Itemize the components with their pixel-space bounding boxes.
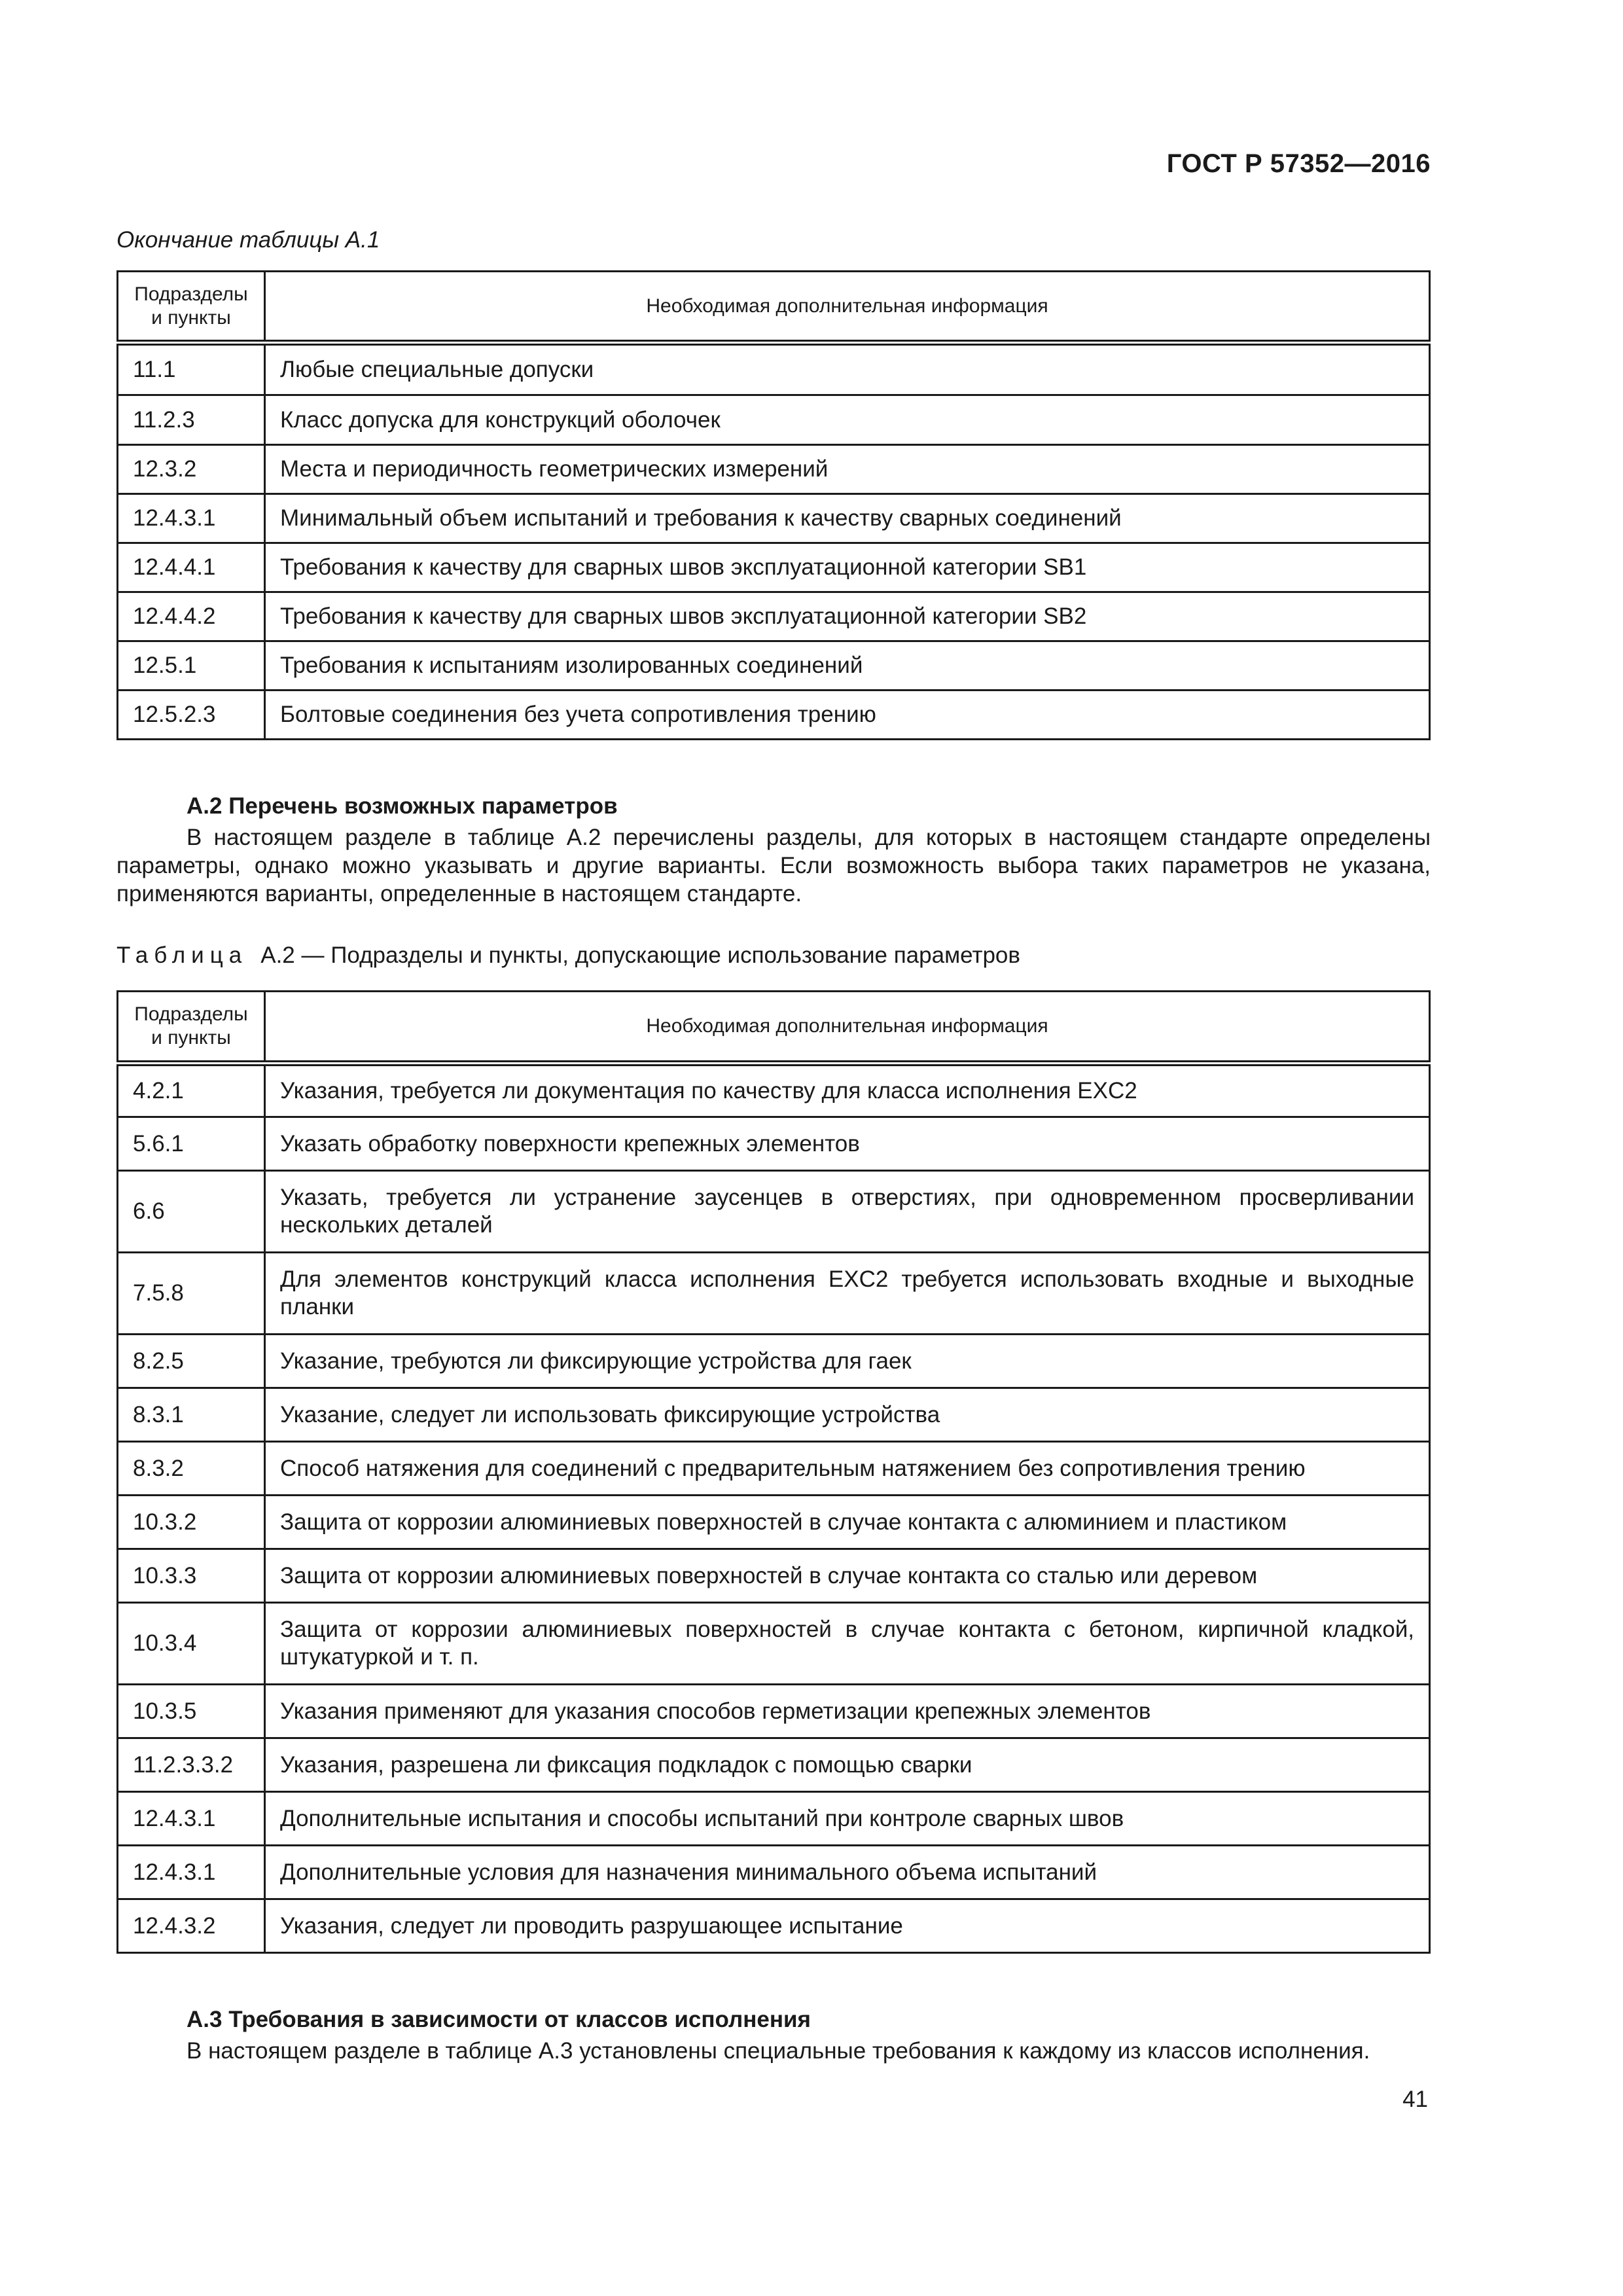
table-row [118, 1442, 1430, 1496]
table-row [118, 592, 1430, 641]
clause-info: Минимальный объем испытаний и требования к качеству сварных соединений [265, 494, 1430, 543]
clause-number: 10.3.3 [118, 1549, 265, 1603]
table-row [118, 1549, 1430, 1603]
clause-number: 8.3.2 [118, 1442, 265, 1496]
clause-number: 12.4.3.1 [118, 1846, 265, 1899]
clause-info: Указание, следует ли использовать фиксирующие устройства [265, 1388, 1430, 1442]
clause-info: Класс допуска для конструкций оболочек [265, 395, 1430, 445]
clause-info: Указания, разрешена ли фиксация подкладок с помощью сварки [265, 1738, 1430, 1792]
clause-info: Указать, требуется ли устранение заусенцев в отверстиях, при одновременном просверливании нескольких деталей [265, 1171, 1430, 1253]
clause-info: Дополнительные условия для назначения минимального объема испытаний [265, 1846, 1430, 1899]
table-row [118, 1738, 1430, 1792]
clause-number: 5.6.1 [118, 1117, 265, 1171]
clause-info: Требования к качеству для сварных швов эксплуатационной категории SB1 [265, 543, 1430, 592]
clause-number: 12.3.2 [118, 445, 265, 494]
table-row [118, 1253, 1430, 1335]
clause-info: Требования к испытаниям изолированных соединений [265, 641, 1430, 691]
clause-number: 7.5.8 [118, 1253, 265, 1335]
clause-number: 12.5.1 [118, 641, 265, 691]
clause-info: Указания применяют для указания способов герметизации крепежных элементов [265, 1685, 1430, 1738]
column-header-info: Необходимая дополнительная информация [265, 272, 1430, 343]
clause-number: 4.2.1 [118, 1064, 265, 1117]
table-header-row [118, 272, 1430, 343]
table-a1 [116, 270, 1431, 740]
column-header-sections: Подразделы и пункты [118, 992, 265, 1064]
page-number: 41 [1402, 2087, 1428, 2112]
table-row [118, 1792, 1430, 1846]
table-row [118, 1899, 1430, 1953]
section-a2-title: А.2 Перечень возможных параметров [187, 793, 618, 819]
section-a3-title: А.3 Требования в зависимости от классов исполнения [187, 2007, 811, 2032]
clause-info: Дополнительные испытания и способы испытаний при контроле сварных швов [265, 1792, 1430, 1846]
clause-number: 11.1 [118, 343, 265, 395]
clause-info: Защита от коррозии алюминиевых поверхностей в случае контакта с алюминием и пластиком [265, 1496, 1430, 1549]
clause-number: 10.3.2 [118, 1496, 265, 1549]
clause-number: 12.4.4.2 [118, 592, 265, 641]
clause-info: Указать обработку поверхности крепежных элементов [265, 1117, 1430, 1171]
clause-number: 10.3.5 [118, 1685, 265, 1738]
clause-info: Места и периодичность геометрических измерений [265, 445, 1430, 494]
clause-info: Указания, следует ли проводить разрушающее испытание [265, 1899, 1430, 1953]
clause-number: 11.2.3 [118, 395, 265, 445]
table-row [118, 1603, 1430, 1685]
table-row [118, 641, 1430, 691]
table-row [118, 445, 1430, 494]
table-row [118, 1335, 1430, 1388]
clause-info: Защита от коррозии алюминиевых поверхностей в случае контакта со сталью или деревом [265, 1549, 1430, 1603]
table-a2-caption [116, 942, 1020, 969]
table-a2 [116, 990, 1431, 1954]
table-caption-label: Таблица [116, 942, 248, 968]
clause-number: 12.4.3.2 [118, 1899, 265, 1953]
clause-info: Требования к качеству для сварных швов эксплуатационной категории SB2 [265, 592, 1430, 641]
clause-info: Болтовые соединения без учета сопротивления трению [265, 691, 1430, 740]
table-row [118, 494, 1430, 543]
clause-number: 12.4.4.1 [118, 543, 265, 592]
clause-info: Способ натяжения для соединений с предварительным натяжением без сопротивления трению [265, 1442, 1430, 1496]
clause-number: 8.2.5 [118, 1335, 265, 1388]
clause-number: 12.4.3.1 [118, 494, 265, 543]
clause-info: Указания, требуется ли документация по качеству для класса исполнения EXC2 [265, 1064, 1430, 1117]
table-row [118, 1846, 1430, 1899]
clause-number: 8.3.1 [118, 1388, 265, 1442]
table-row [118, 1171, 1430, 1253]
clause-number: 10.3.4 [118, 1603, 265, 1685]
table-caption-text: А.2 — Подразделы и пункты, допускающие использование параметров [260, 942, 1020, 968]
table-row [118, 543, 1430, 592]
table-row [118, 1388, 1430, 1442]
table-row [118, 343, 1430, 395]
table-row [118, 1685, 1430, 1738]
section-a2-paragraph: В настоящем разделе в таблице А.2 перечислены разделы, для которых в настоящем стандарте определены параметры, однако можно указывать и другие варианты. Если возможность выбора таких параметров не указана, применяются варианты, определенные в настоящем стандарте. [116, 825, 1431, 906]
clause-number: 6.6 [118, 1171, 265, 1253]
section-a3-paragraph: В настоящем разделе в таблице А.3 установлены специальные требования к каждому из классов исполнения. [187, 2038, 1370, 2064]
table-row [118, 395, 1430, 445]
table-row [118, 691, 1430, 740]
document-page [116, 0, 1431, 2296]
column-header-sections: Подразделы и пункты [118, 272, 265, 343]
table-row [118, 1064, 1430, 1117]
clause-info: Для элементов конструкций класса исполнения EXC2 требуется использовать входные и выходные планки [265, 1253, 1430, 1335]
table-header-row [118, 992, 1430, 1064]
clause-info: Защита от коррозии алюминиевых поверхностей в случае контакта с бетоном, кирпичной кладкой, штукатуркой и т. п. [265, 1603, 1430, 1685]
clause-number: 12.4.3.1 [118, 1792, 265, 1846]
table-a1-caption: Окончание таблицы А.1 [116, 227, 380, 253]
clause-info: Любые специальные допуски [265, 343, 1430, 395]
clause-number: 12.5.2.3 [118, 691, 265, 740]
table-row [118, 1496, 1430, 1549]
clause-info: Указание, требуются ли фиксирующие устройства для гаек [265, 1335, 1430, 1388]
table-row [118, 1117, 1430, 1171]
clause-number: 11.2.3.3.2 [118, 1738, 265, 1792]
document-code: ГОСТ Р 57352—2016 [1166, 149, 1431, 178]
column-header-info: Необходимая дополнительная информация [265, 992, 1430, 1064]
